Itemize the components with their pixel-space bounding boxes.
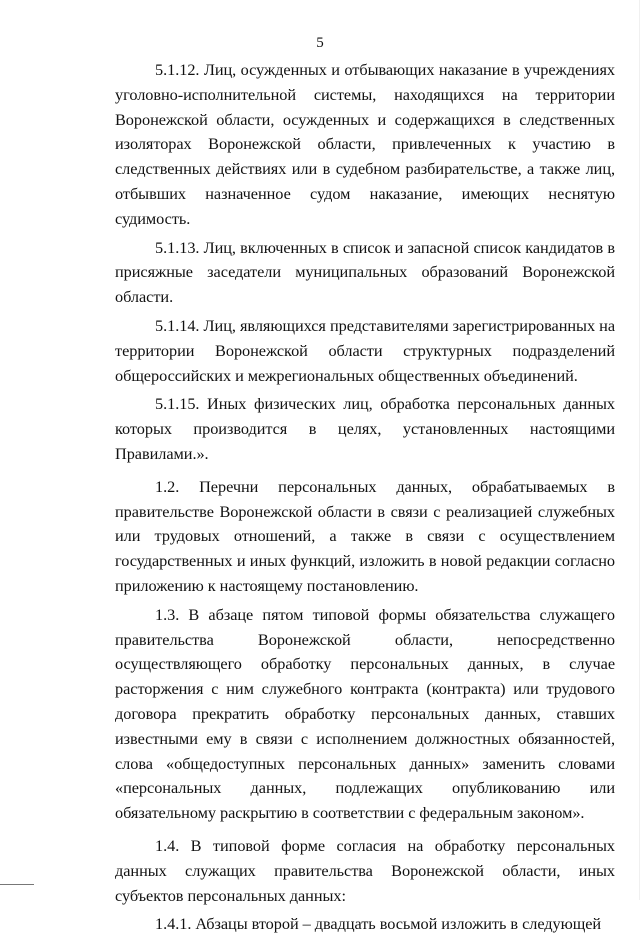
- paragraph-5-1-15: 5.1.15. Иных физических лиц, обработка персональных данных которых производится в целях, установленных настоящими Правилами.».: [115, 394, 615, 463]
- paragraph-1-4: 1.4. В типовой форме согласия на обработку персональных данных служащих правительства Воронежской области, иных субъектов персональных данных:: [115, 835, 615, 905]
- paragraph-5-1-13: 5.1.13. Лиц, включенных в список и запасной список кандидатов в присяжные заседатели муниципальных образований Воронежской области.: [115, 237, 615, 307]
- paragraph-5-1-14: 5.1.14. Лиц, являющихся представителями зарегистрированных на территории Воронежской области структурных подразделений общероссийских и межрегиональных общественных объединений.: [115, 315, 615, 385]
- bottom-divider: [0, 884, 34, 885]
- paragraph-1-3: 1.3. В абзаце пятом типовой формы обязательства служащего правительства Воронежской области, непосредственно осуществляющего обработку персональных данных, в случае расторжения с ним служебного контракта (контракта) или трудового договора прекратить обработку персональных данных, ставших известными ему в связи с исполнением должностных обязанностей, слова «общедоступных персональных данных» заменить словами «персональных данных, подлежащих опубликованию или обязательному раскрытию в соответствии с федеральным законом».: [115, 604, 615, 823]
- paragraph-5-1-12: 5.1.12. Лиц, осужденных и отбывающих наказание в учреждениях уголовно-исполнительной системы, находящихся на территории Воронежской области, осужденных и содержащихся в следственных изоляторах Воронежской области, привлеченных к участию в следственных действиях или в судебном разбирательстве, а также лиц, отбывших назначенное судом наказание, имеющих неснятую судимость.: [115, 60, 615, 228]
- document-body: [115, 58, 615, 941]
- paragraph-1-2: 1.2. Перечни персональных данных, обрабатываемых в правительстве Воронежской области в связи с реализацией служебных или трудовых отношений, а также в связи с осуществлением государственных и иных функций, изложить в новой редакции согласно приложению к настоящему постановлению.: [115, 476, 615, 595]
- page-number: 5: [316, 35, 324, 51]
- paragraph-1-4-1: 1.4.1. Абзацы второй – двадцать восьмой изложить в следующей: [155, 914, 602, 934]
